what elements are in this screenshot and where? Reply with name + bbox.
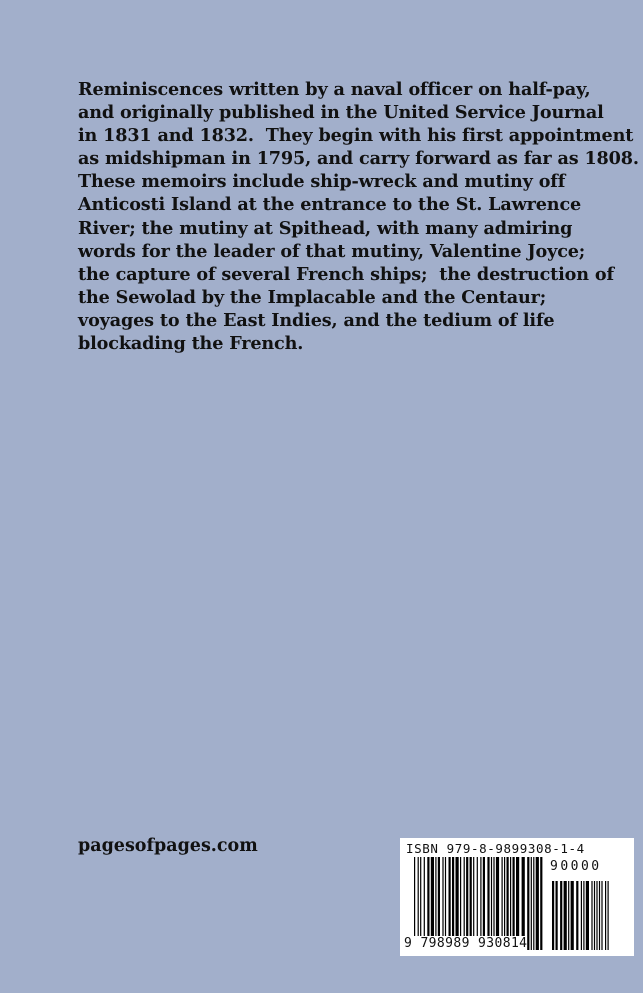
ean-bar [527,857,529,950]
addon-bar [571,881,574,950]
blurb-line: voyages to the East Indies, and the tedium of life [78,309,555,331]
addon-bar [583,881,584,950]
addon-bar [568,881,569,950]
ean-digits: 9 798989 930814 [404,936,528,951]
addon-bar [608,881,609,950]
addon-bar [594,881,595,950]
isbn-label: ISBN 979-8-9899308-1-4 [406,841,585,856]
blurb-line: as midshipman in 1795, and carry forward as far as 1808. [78,148,639,170]
addon-bar [596,881,597,950]
blurb-line: blockading the French. [78,333,304,355]
addon-bar [564,881,567,950]
blurb-line: the capture of several French ships; the destruction of [78,263,614,285]
price-code: 90000 [550,859,602,874]
isbn-barcode [400,838,634,956]
addon-bar [591,881,592,950]
ean-bar [536,857,539,950]
blurb-line: These memoirs include ship-wreck and mutiny off [78,171,566,193]
blurb-line: the Sewolad by the Implacable and the Centaur; [78,286,547,308]
back-cover-blurb [78,78,639,355]
addon-bar [605,881,606,950]
blurb-line: in 1831 and 1832. They begin with his first appointment [78,125,634,147]
addon-bar [560,881,562,950]
addon-bar [601,881,602,950]
blurb-line: Anticosti Island at the entrance to the St. Lawrence [78,194,582,216]
addon-bar [576,881,578,950]
addon-bar [556,881,558,950]
publisher-website: pagesofpages.com [78,836,258,856]
ean-bar [533,857,534,950]
blurb-line: Reminiscences written by a naval officer on half-pay, [78,79,591,100]
blurb-line: River; the mutiny at Spithead, with many admiring [78,217,573,239]
blurb-line: and originally published in the United Service Journal [78,102,604,124]
blurb-line: words for the leader of that mutiny, Valentine Joyce; [78,240,586,262]
addon-bar [552,881,554,950]
addon-bar [599,881,600,950]
addon-bar [581,881,582,950]
ean-bar [531,857,532,950]
ean-bar [540,857,542,950]
addon-bar [586,881,589,950]
